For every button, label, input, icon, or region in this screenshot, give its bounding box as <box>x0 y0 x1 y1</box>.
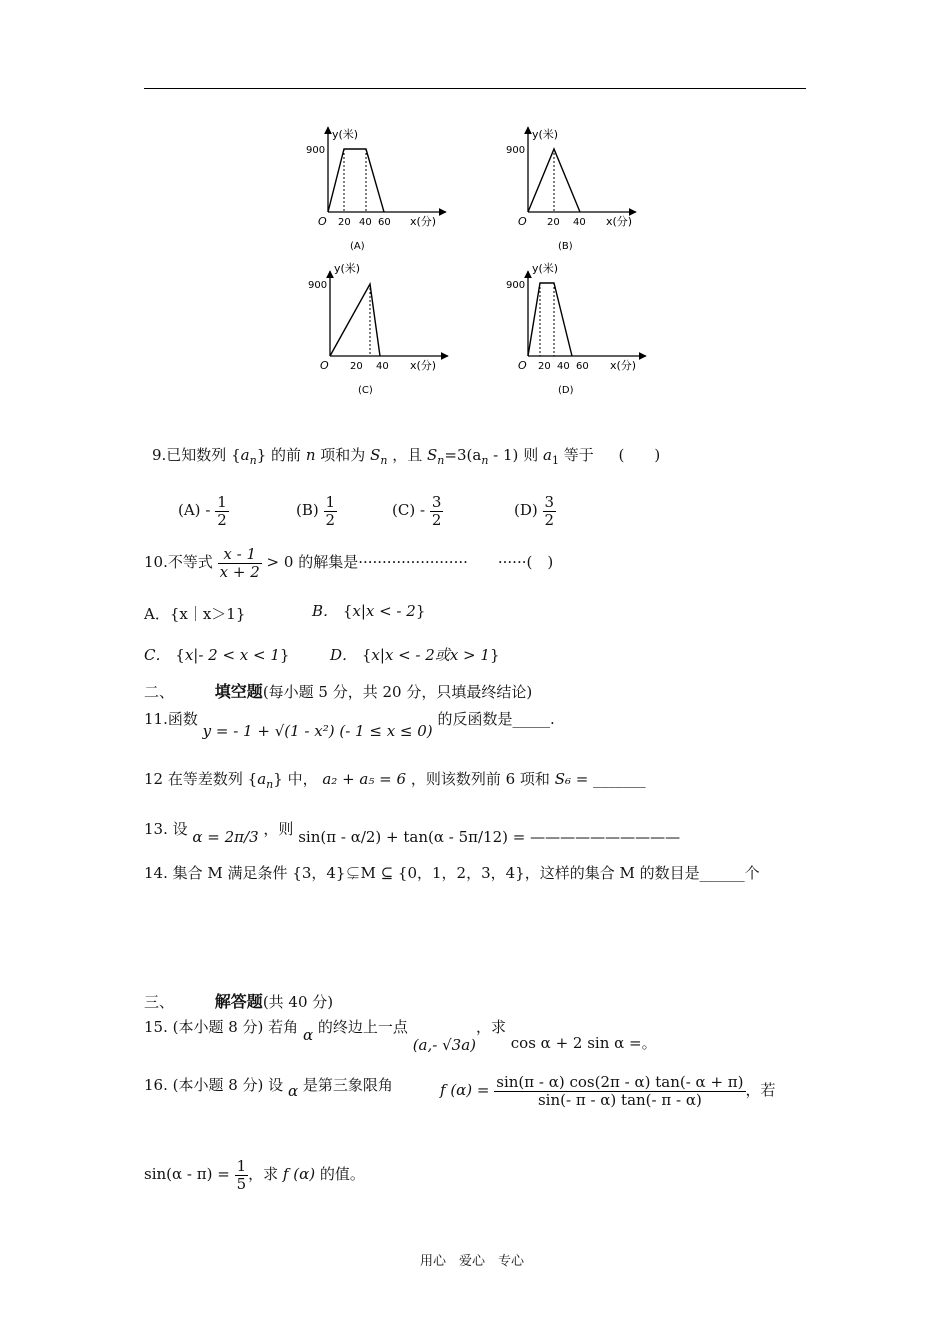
q16-tail: ，若 <box>745 1081 776 1099</box>
q10-c-label: C． <box>144 646 171 664</box>
graph-a-origin: O <box>318 215 327 228</box>
q9-opt-label: (C) <box>392 501 416 519</box>
q10-tail: 的解集是······················· ······( ) <box>298 553 554 571</box>
q11-lead: 11.函数 <box>144 710 198 728</box>
graph-b-caption: (B) <box>558 241 573 252</box>
graph-d-origin: O <box>518 359 527 372</box>
graph-a-line <box>328 149 384 212</box>
sec3-note: (共 40 分) <box>262 993 334 1011</box>
q9-t5: 等于 <box>563 446 594 464</box>
q11-tail: 的反函数是_____. <box>437 710 555 728</box>
graph-b-ylabel: y(米) <box>532 128 559 141</box>
q10-option-b: B． {x|x < - 2} <box>312 602 426 620</box>
graph-c-ytick: 900 <box>308 280 328 291</box>
q15-alpha: α <box>302 1026 314 1044</box>
graph-c <box>308 261 448 396</box>
graph-figure <box>300 120 660 400</box>
q9-opt-den: 2 <box>544 510 555 529</box>
graph-d-xtick: 40 <box>557 361 570 372</box>
graph-a-xlabel: x(分) <box>410 215 437 228</box>
q15-mid2: ，求 <box>475 1018 506 1036</box>
q16-alpha: α <box>287 1082 299 1100</box>
graph-d-ytick: 900 <box>506 280 526 291</box>
q15-end: 。 <box>641 1034 657 1052</box>
q9-formula: =3(a <box>444 446 482 464</box>
question-12: 12 在等差数列 $\{a_n\}$ 中， a₂ + a₅ = 6 ，则该数列前 6 项和 S₆ = _______ <box>144 770 646 791</box>
question-11 <box>144 708 555 740</box>
question-13 <box>144 818 681 846</box>
sec2-title: 填空题 <box>214 682 263 701</box>
q15-mid: 的终边上一点 <box>317 1018 408 1036</box>
q9-a1: a <box>542 446 552 464</box>
q10-den: x + 2 <box>219 562 260 581</box>
graph-d <box>506 261 646 396</box>
graph-a-ytick: 900 <box>306 145 326 156</box>
graph-b-xtick: 40 <box>573 217 586 228</box>
sec2-num: 二、 <box>144 683 175 701</box>
graph-d-xtick: 20 <box>538 361 551 372</box>
q15-point: (a,- √3a) <box>412 1036 476 1054</box>
question-10 <box>144 546 553 580</box>
q9-t4: 则 <box>523 446 539 464</box>
question-15 <box>144 1016 657 1054</box>
section-2-heading <box>144 679 532 702</box>
graph-a <box>306 127 446 252</box>
q10-option-a: A．{x｜x＞1} <box>144 605 246 623</box>
q16-line2b: ，求 <box>248 1165 279 1183</box>
q9-option-c <box>392 494 443 528</box>
graph-d-xtick: 60 <box>576 361 589 372</box>
q16-fa2: f (α) <box>282 1165 316 1183</box>
graph-a-xtick: 20 <box>338 217 351 228</box>
q9-opt-num: 3 <box>431 493 442 511</box>
q9-opt-sign: - <box>205 501 211 519</box>
q16-line2a: sin(α - π) = <box>144 1165 230 1183</box>
q12-seq: a <box>257 770 267 788</box>
q9-opt-num: 3 <box>544 493 555 511</box>
question-9: 9.已知数列 $\{a_n\}$ 的前 n 项和为 $S_n$ ，且 $S_n=3(a_n - 1)$ 则 $a_1$ 等于 ( ) <box>152 446 661 467</box>
q16-line2 <box>144 1158 365 1192</box>
q9-formula-sub: n <box>437 454 445 467</box>
q10-option-d: D． {x|x < - 2或x > 1} <box>330 646 500 664</box>
q16-fraction <box>440 1074 776 1108</box>
q12-s6: S₆ = _______ <box>554 770 646 788</box>
header-rule <box>144 88 806 89</box>
graph-c-caption: (C) <box>358 385 373 396</box>
graph-a-xtick: 60 <box>378 217 391 228</box>
q9-S-sub: n <box>380 454 388 467</box>
question-16 <box>144 1074 393 1100</box>
graph-d-line <box>528 283 572 356</box>
q10-rel: > 0 <box>266 553 294 571</box>
graph-c-line <box>330 284 380 356</box>
q16-n: 1 <box>236 1157 247 1175</box>
graph-b-xtick: 20 <box>547 217 560 228</box>
sec3-num: 三、 <box>144 993 175 1011</box>
q9-sub: n <box>249 454 257 467</box>
q16-den: sin(- π - α) tan(- π - α) <box>537 1090 702 1109</box>
q16-fa: f (α) = <box>440 1081 490 1099</box>
q16-d: 5 <box>236 1174 247 1193</box>
q9-option-d <box>514 494 556 528</box>
q15-formula: cos α + 2 sin α = <box>510 1034 642 1052</box>
q9-opt-num: 1 <box>217 493 227 511</box>
q15-lead: 15. (本小题 8 分) 若角 <box>144 1018 299 1036</box>
q13-alpha: α = 2π/3 <box>192 828 259 846</box>
q16-num: sin(π - α) cos(2π - α) tan(- α + π) <box>496 1073 744 1091</box>
graph-a-caption: (A) <box>350 241 365 252</box>
graph-d-caption: (D) <box>558 385 574 396</box>
q9-S: S <box>370 446 381 464</box>
graph-c-xtick: 40 <box>376 361 389 372</box>
graph-c-origin: O <box>320 359 329 372</box>
q9-opt-label: (B) <box>296 501 319 519</box>
q9-opt-sign: - <box>419 501 426 519</box>
q12-lead: 12 在等差数列 <box>144 770 243 788</box>
page-footer: 用心 爱心 专心 <box>420 1254 525 1269</box>
graph-c-ylabel: y(米) <box>334 262 361 275</box>
q9-seq: a <box>240 446 250 464</box>
q9-opt-den: 2 <box>217 510 227 529</box>
graph-b-origin: O <box>518 215 527 228</box>
q16-line2c: 的值。 <box>319 1165 365 1183</box>
graph-b-ytick: 900 <box>506 145 526 156</box>
q12-sub: n <box>266 778 274 791</box>
q9-opt-den: 2 <box>431 510 442 529</box>
q13-formula: sin(π - α/2) + tan(α - 5π/12) = —————————— <box>298 828 681 846</box>
graph-c-xlabel: x(分) <box>410 359 437 372</box>
q9-t3: ，且 <box>392 446 423 464</box>
section-3-heading <box>144 989 333 1012</box>
q9-formula-S: S <box>427 446 438 464</box>
q10-lead: 10.不等式 <box>144 553 213 571</box>
q9-option-a <box>178 494 229 528</box>
q9-a1-sub: 1 <box>551 454 559 467</box>
q10-d-label: D． <box>330 646 358 664</box>
q9-opt-label: (A) <box>178 501 201 519</box>
q12-formula: a₂ + a₅ = 6 <box>322 770 407 788</box>
q12-tail: ，则该数列前 6 项和 <box>410 770 550 788</box>
graph-c-xtick: 20 <box>350 361 363 372</box>
q10-d-set: x|x < - 2或x > 1 <box>371 646 490 664</box>
q16-mid: 是第三象限角 <box>302 1076 393 1094</box>
q13-mid: ，则 <box>263 820 294 838</box>
q9-opt-label: (D) <box>514 501 538 519</box>
q10-b-set: x|x < - 2 <box>352 602 416 620</box>
q10-b-label: B． <box>312 602 339 620</box>
graph-d-ylabel: y(米) <box>532 262 559 275</box>
q12-mid: 中， <box>287 770 318 788</box>
q16-lead: 16. (本小题 8 分) 设 <box>144 1076 284 1094</box>
sec2-note: (每小题 5 分，共 20 分，只填最终结论) <box>262 683 533 701</box>
q9-option-b <box>296 494 337 528</box>
graph-a-xtick: 40 <box>359 217 372 228</box>
q10-c-set: x|- 2 < x < 1 <box>184 646 280 664</box>
q9-t2: 项和为 <box>320 446 366 464</box>
graph-b <box>506 127 636 252</box>
q9-t1: 的前 <box>271 446 302 464</box>
q9-lead: 9.已知数列 <box>152 446 227 464</box>
q9-n: n <box>305 446 316 464</box>
q9-opt-den: 2 <box>325 510 336 529</box>
q10-num: x - 1 <box>218 546 262 564</box>
graph-b-xlabel: x(分) <box>606 215 633 228</box>
q9-paren: ( ) <box>618 446 661 464</box>
graph-a-ylabel: y(米) <box>332 128 359 141</box>
question-14: 14. 集合 M 满足条件 {3，4}⊊M ⊆ {0，1，2，3，4}，这样的集合 M 的数目是______个 <box>144 864 760 882</box>
graph-d-xlabel: x(分) <box>610 359 637 372</box>
sec3-title: 解答题 <box>214 992 263 1011</box>
q9-opt-num: 1 <box>325 493 336 511</box>
q11-formula: y = - 1 + √(1 - x²) (- 1 ≤ x ≤ 0) <box>202 722 433 740</box>
q10-option-c: C． {x|- 2 < x < 1} <box>144 646 290 664</box>
q13-lead: 13. 设 <box>144 820 188 838</box>
q9-formula-end: - 1) <box>488 446 519 464</box>
q9-formula-sub2: n <box>481 454 489 467</box>
